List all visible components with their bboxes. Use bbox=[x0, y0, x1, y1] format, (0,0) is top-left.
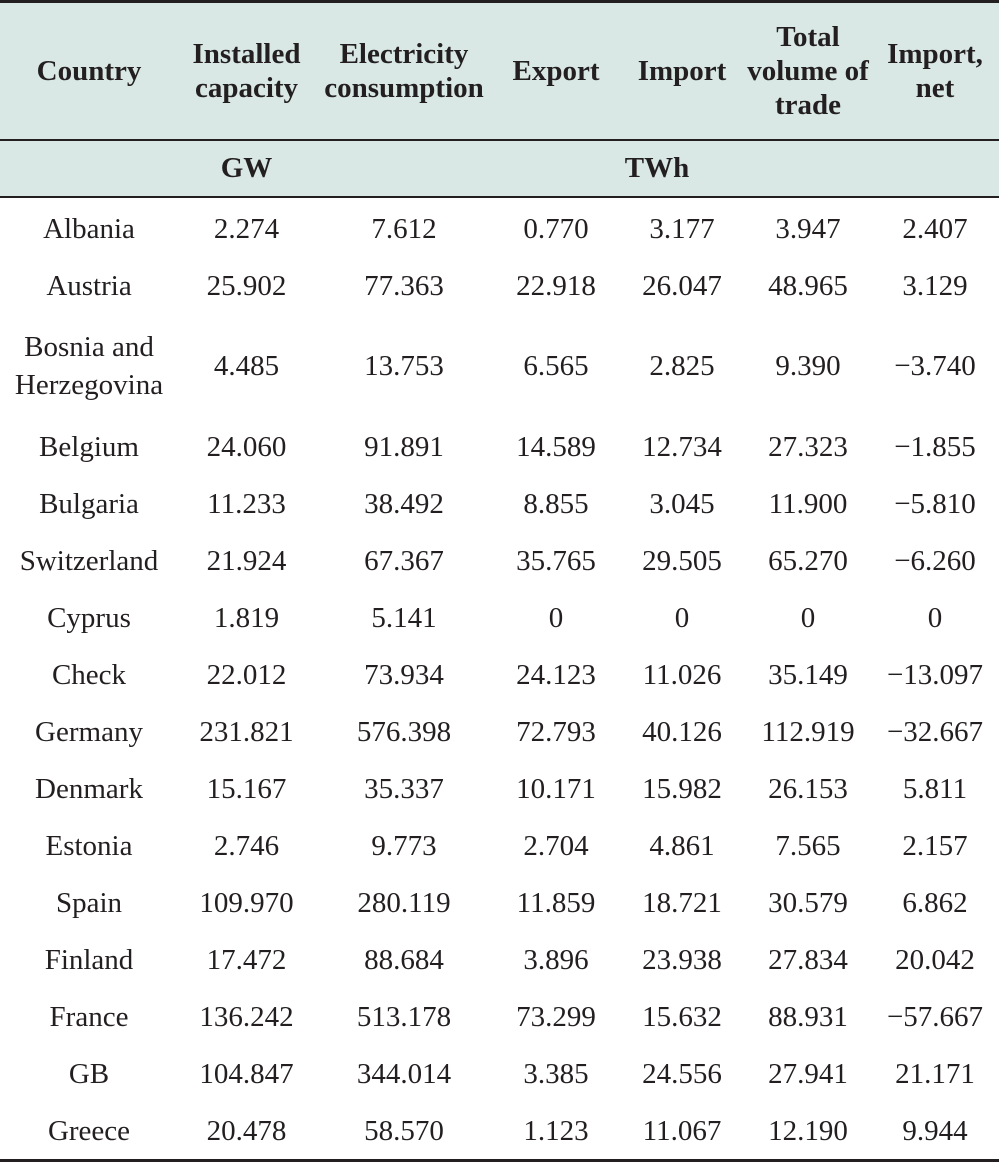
cell-import-net: 0 bbox=[927, 601, 943, 634]
cell-export: 8.855 bbox=[523, 487, 589, 520]
cell-installed-capacity: 22.012 bbox=[206, 658, 287, 691]
cell-total-volume-of-trade: 12.190 bbox=[745, 1102, 871, 1161]
table-body bbox=[0, 197, 999, 1161]
cell-country: Check bbox=[51, 658, 127, 691]
cell-import-net: 3.129 bbox=[902, 269, 968, 302]
cell-import-net: −13.097 bbox=[886, 658, 984, 691]
cell-import: 15.982 bbox=[642, 772, 722, 805]
cell-country: Belgium bbox=[39, 430, 139, 463]
cell-installed-capacity: 109.970 bbox=[199, 886, 294, 919]
cell-country: Denmark bbox=[35, 772, 143, 805]
cell-import: 11.067 bbox=[619, 1102, 745, 1161]
cell-country: Spain bbox=[55, 886, 123, 919]
cell-export: 35.765 bbox=[516, 544, 596, 577]
cell-export: 14.589 bbox=[516, 430, 596, 463]
cell-electricity-consumption: 344.014 bbox=[356, 1057, 452, 1090]
cell-country: Albania bbox=[43, 212, 135, 245]
cell-total-volume-of-trade: 7.565 bbox=[775, 829, 841, 862]
cell-import-net: −57.667 bbox=[886, 1000, 984, 1033]
cell-total-volume-of-trade: 26.153 bbox=[768, 772, 848, 805]
cell-import: 23.938 bbox=[642, 943, 722, 976]
cell-installed-capacity: 1.819 bbox=[213, 601, 280, 634]
cell-import: 3.045 bbox=[649, 487, 715, 520]
cell-country: Finland bbox=[44, 943, 134, 976]
header-total-volume-of-trade: Total volume of trade bbox=[745, 2, 871, 141]
header-import-net: Import, net bbox=[871, 2, 999, 141]
cell-import: 2.825 bbox=[649, 350, 715, 382]
cell-electricity-consumption: 77.363 bbox=[364, 269, 444, 302]
cell-installed-capacity: 2.274 bbox=[213, 212, 280, 245]
cell-import-net: 6.862 bbox=[902, 886, 968, 919]
cell-electricity-consumption: 7.612 bbox=[371, 212, 437, 245]
table-header bbox=[0, 2, 999, 198]
cell-export: 0 bbox=[548, 601, 564, 634]
cell-electricity-consumption: 513.178 bbox=[356, 1000, 452, 1033]
cell-total-volume-of-trade: 27.834 bbox=[768, 943, 848, 976]
cell-total-volume-of-trade: 65.270 bbox=[768, 544, 848, 577]
table-row bbox=[0, 257, 999, 314]
header-country: Country bbox=[0, 2, 178, 141]
cell-electricity-consumption: 91.891 bbox=[364, 430, 444, 463]
table-row bbox=[0, 418, 999, 475]
cell-import: 4.861 bbox=[649, 829, 715, 862]
cell-country: Switzerland bbox=[19, 544, 159, 577]
cell-import-net: −5.810 bbox=[894, 487, 976, 520]
cell-electricity-consumption: 13.753 bbox=[364, 350, 444, 382]
cell-import: 0 bbox=[674, 601, 690, 634]
table-row bbox=[0, 988, 999, 1045]
cell-import: 15.632 bbox=[642, 1000, 722, 1033]
cell-electricity-consumption: 5.141 bbox=[371, 601, 437, 634]
cell-country: Germany bbox=[35, 715, 143, 748]
cell-import: 26.047 bbox=[642, 269, 722, 302]
cell-export: 22.918 bbox=[516, 269, 596, 302]
cell-import: 11.026 bbox=[642, 658, 722, 691]
table-row bbox=[0, 589, 999, 646]
cell-country: Bosnia and Herzegovina bbox=[14, 331, 164, 401]
cell-installed-capacity: 136.242 bbox=[199, 1000, 294, 1033]
unit-energy: TWh bbox=[315, 140, 999, 197]
cell-total-volume-of-trade: 30.579 bbox=[768, 886, 848, 919]
cell-installed-capacity: 4.485 bbox=[213, 350, 280, 382]
cell-installed-capacity: 231.821 bbox=[199, 715, 294, 748]
cell-import: 12.734 bbox=[642, 430, 722, 463]
cell-import-net: −32.667 bbox=[886, 715, 984, 748]
table-row bbox=[0, 1045, 999, 1102]
cell-export: 73.299 bbox=[516, 1000, 596, 1033]
cell-electricity-consumption: 67.367 bbox=[364, 544, 444, 577]
header-electricity-consumption: Electricity consumption bbox=[315, 2, 493, 141]
table-row bbox=[0, 931, 999, 988]
cell-total-volume-of-trade: 27.323 bbox=[768, 430, 848, 463]
cell-installed-capacity: 25.902 bbox=[206, 269, 287, 302]
table-row bbox=[0, 197, 999, 257]
cell-country: Estonia bbox=[45, 829, 133, 862]
cell-total-volume-of-trade: 27.941 bbox=[768, 1057, 848, 1090]
cell-import-net: 2.157 bbox=[902, 829, 968, 862]
cell-country: Cyprus bbox=[47, 601, 131, 634]
cell-installed-capacity: 15.167 bbox=[206, 772, 287, 805]
cell-country: France bbox=[49, 1000, 129, 1033]
cell-import: 3.177 bbox=[649, 212, 715, 245]
cell-country: Bulgaria bbox=[39, 487, 139, 520]
unit-blank bbox=[0, 140, 178, 197]
cell-export: 0.770 bbox=[523, 212, 589, 245]
cell-export: 24.123 bbox=[516, 658, 596, 691]
cell-electricity-consumption: 280.119 bbox=[357, 886, 451, 919]
unit-capacity: GW bbox=[178, 140, 315, 197]
cell-electricity-consumption: 88.684 bbox=[364, 943, 444, 976]
cell-electricity-consumption: 38.492 bbox=[364, 487, 444, 520]
column-header-row bbox=[0, 2, 999, 141]
cell-import: 24.556 bbox=[642, 1057, 722, 1090]
cell-export: 2.704 bbox=[523, 829, 589, 862]
header-import: Import bbox=[619, 2, 745, 141]
cell-total-volume-of-trade: 88.931 bbox=[768, 1000, 848, 1033]
cell-total-volume-of-trade: 3.947 bbox=[775, 212, 841, 245]
cell-import-net: −3.740 bbox=[894, 350, 976, 382]
cell-import-net: 20.042 bbox=[895, 943, 975, 976]
cell-electricity-consumption: 58.570 bbox=[315, 1102, 493, 1161]
cell-import-net: −6.260 bbox=[894, 544, 976, 577]
cell-installed-capacity: 104.847 bbox=[199, 1057, 294, 1090]
cell-installed-capacity: 20.478 bbox=[178, 1102, 315, 1161]
cell-import: 29.505 bbox=[642, 544, 722, 577]
cell-total-volume-of-trade: 48.965 bbox=[768, 269, 848, 302]
header-export: Export bbox=[493, 2, 619, 141]
cell-export: 10.171 bbox=[516, 772, 596, 805]
cell-export: 3.385 bbox=[523, 1057, 589, 1090]
table-row bbox=[0, 532, 999, 589]
table-row bbox=[0, 703, 999, 760]
cell-country: GB bbox=[68, 1057, 110, 1090]
cell-total-volume-of-trade: 9.390 bbox=[775, 350, 841, 382]
table-row bbox=[0, 646, 999, 703]
cell-export: 11.859 bbox=[516, 886, 596, 919]
cell-installed-capacity: 11.233 bbox=[207, 487, 286, 520]
cell-installed-capacity: 17.472 bbox=[206, 943, 287, 976]
cell-import-net: 21.171 bbox=[895, 1057, 975, 1090]
cell-export: 72.793 bbox=[516, 715, 596, 748]
cell-import-net: −1.855 bbox=[894, 430, 976, 463]
table-row bbox=[0, 314, 999, 418]
table-row bbox=[0, 1102, 999, 1161]
cell-import-net: 2.407 bbox=[902, 212, 968, 245]
table-row bbox=[0, 475, 999, 532]
cell-installed-capacity: 2.746 bbox=[213, 829, 280, 862]
cell-electricity-consumption: 576.398 bbox=[356, 715, 452, 748]
cell-import-net: 9.944 bbox=[871, 1102, 999, 1161]
cell-electricity-consumption: 35.337 bbox=[364, 772, 444, 805]
cell-import: 18.721 bbox=[642, 886, 722, 919]
cell-electricity-consumption: 73.934 bbox=[364, 658, 444, 691]
cell-electricity-consumption: 9.773 bbox=[371, 829, 437, 862]
table-row bbox=[0, 760, 999, 817]
table-row bbox=[0, 874, 999, 931]
header-installed-capacity: Installed capacity bbox=[178, 2, 315, 141]
unit-row bbox=[0, 140, 999, 197]
cell-export: 6.565 bbox=[523, 350, 589, 382]
table-row bbox=[0, 817, 999, 874]
cell-import-net: 5.811 bbox=[902, 772, 968, 805]
cell-import: 40.126 bbox=[642, 715, 722, 748]
cell-export: 1.123 bbox=[493, 1102, 619, 1161]
cell-installed-capacity: 24.060 bbox=[206, 430, 287, 463]
cell-total-volume-of-trade: 35.149 bbox=[768, 658, 848, 691]
cell-total-volume-of-trade: 11.900 bbox=[768, 487, 848, 520]
cell-installed-capacity: 21.924 bbox=[206, 544, 287, 577]
cell-country: Greece bbox=[0, 1102, 178, 1161]
cell-export: 3.896 bbox=[523, 943, 589, 976]
cell-total-volume-of-trade: 0 bbox=[800, 601, 816, 634]
cell-country: Austria bbox=[46, 269, 132, 302]
cell-total-volume-of-trade: 112.919 bbox=[761, 715, 855, 748]
